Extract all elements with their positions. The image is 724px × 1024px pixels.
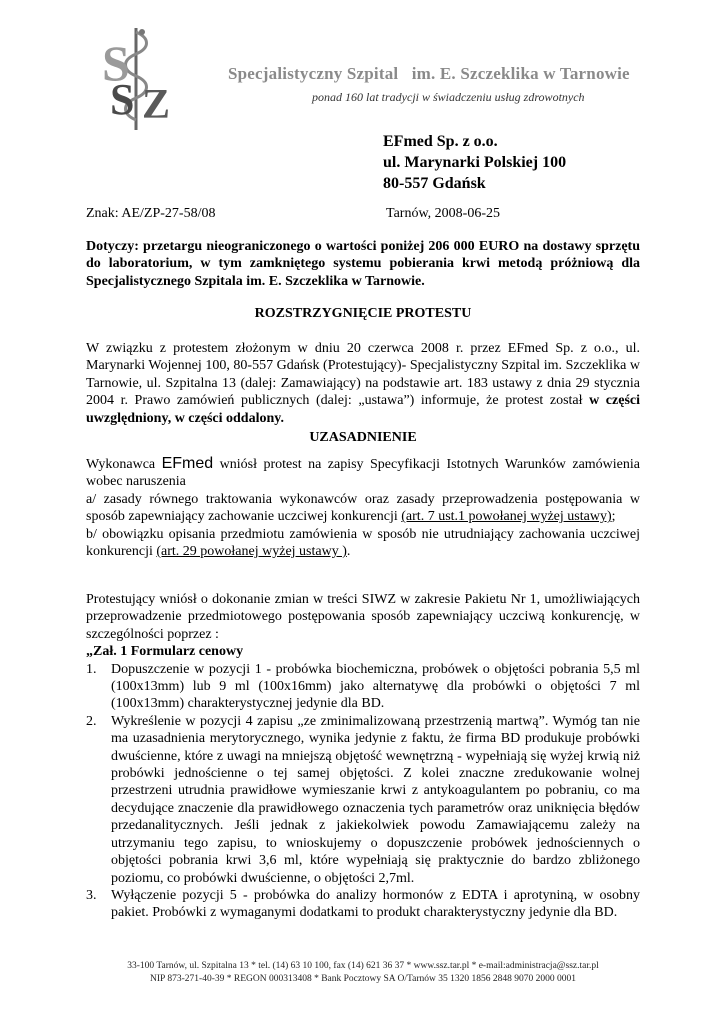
recipient-address [383, 131, 566, 194]
point-b [86, 526, 640, 561]
point-a-text: a/ zasady równego traktowania wykonawców oraz zasady przeprowadzenia postępowania w sposób zapewniający zachowanie uczciwej konkurencji [86, 491, 640, 525]
list-item [86, 713, 640, 887]
footer [86, 960, 640, 986]
hospital-name: Specjalistyczny Szpital im. E. Szczeklika w Tarnowie [228, 64, 630, 83]
title-decision: ROZSTRZYGNIĘCIE PROTESTU [254, 306, 472, 321]
recipient-city: 80-557 Gdańsk [383, 175, 486, 192]
justification-pre: Wykonawca [86, 457, 162, 472]
point-b-end: . [346, 544, 351, 560]
form-heading: „Zał. 1 Formularz cenowy [86, 644, 244, 660]
hospital-tagline: ponad 160 lat tradycji w świadczeniu usług zdrowotnych [312, 90, 585, 104]
justification-block [86, 455, 640, 560]
svg-text:S: S [110, 75, 135, 124]
intro-paragraph [86, 340, 640, 427]
recipient-street: ul. Marynarki Polskiej 100 [383, 154, 567, 171]
protest-paragraph [86, 591, 640, 922]
protest-text: Protestujący wniósł o dokonanie zmian w treści SIWZ w zakresie Pakietu Nr 1, umożliwiających przeprowadzenie przedmiotowego postępowania sposób zapewniający uczciwą konkurencję, w szczególności poprzez : [86, 592, 640, 642]
point-b-text: b/ obowiązku opisania przedmiotu zamówienia w sposób nie utrudniający zachowania uczciwej konkurencji [86, 526, 640, 560]
contractor-name: EFmed [161, 455, 214, 472]
list-item [86, 887, 640, 922]
justification-post: wniósł protest na zapisy Specyfikacji Istotnych Warunków zamówienia wobec naruszenia [86, 457, 640, 490]
list-item [86, 661, 640, 713]
recipient-company: EFmed Sp. z o.o. [383, 133, 498, 150]
caduceus-logo-icon [92, 22, 184, 134]
reference-number: Znak: AE/ZP-27-58/08 [86, 206, 216, 221]
request-list [86, 661, 640, 922]
footer-contact: 33-100 Tarnów, ul. Szpitalna 13 * tel. (14) 63 10 100, fax (14) 621 36 37 * www.ssz.tar.pl * e-mail:administracja@ssz.tar.pl [127, 961, 599, 971]
intro-text: W związku z protestem złożonym w dniu 20 czerwca 2008 r. przez EFmed Sp. z o.o., ul. Marynarki Wojennej 100, 80-557 Gdańsk (Protestujący)- Specjalistyczny Szpital im. Szczeklika w Tarnowie, ul. Szpitalna 13 (dalej: Zamawiający) na podstawie art. 183 ustawy z dnia 29 stycznia 2004 r. Prawo zamówień publicznych (dalej: „ustawa”) informuje, że protest został [86, 341, 640, 409]
item-text: Dopuszczenie w pozycji 1 - probówka biochemiczna, probówek o objętości pobrania 5,5 ml (100x13mm) lub 9 ml (100x16mm) jako alternatywę dla probówki o objętości 7 ml (100x13mm) charakterystycznej jedynie dla BD. [111, 661, 640, 712]
item-number: 2. [86, 713, 97, 729]
intro-decision: w części uwzględniony, w części oddalony. [86, 393, 640, 426]
point-a [86, 491, 640, 526]
item-number: 3. [86, 887, 97, 903]
item-number: 1. [86, 661, 97, 677]
title-justification: UZASADNIENIE [309, 430, 417, 445]
point-b-ref: (art. 29 powołanej wyżej ustawy ) [156, 544, 347, 560]
point-a-end: ; [611, 509, 616, 525]
hospital-logo [92, 22, 184, 134]
item-text: Wykreślenie w pozycji 4 zapisu „ze zminimalizowaną przestrzenią martwą”. Wymóg tan nie ma uzasadnienia merytorycznego, wynika jedynie z faktu, że firma BD produkuje probówki dwuścienne, które z uwagi na mniejszą objętość wewnętrzną - wypełniają się wyżej krwią niż probówki jednościenne o tej samej objętości. Z kolei znaczne zredukowanie wolnej przestrzeni utrudnia prawidłowe wymieszanie krwi z antykoagulantem po pobraniu, co ma decydujące znaczenie dla prawidłowego oznaczenia tych parametrów oraz uniknięcia błędów przedanalitycznych. Jeśli jednak z jakiekolwiek powodu Zamawiającemu zależy na utrzymaniu tego zapisu, to wnioskujemy o dopuszczenie probówek jednościennych o objętości pobrania krwi 3,6 ml, które wypełniają się praktycznie do bardzo zbliżonego poziomu, co probówki dwuścienne, o objętości 2,7ml. [111, 713, 640, 886]
justification-intro [86, 455, 640, 491]
svg-text:S: S [102, 35, 130, 91]
footer-registration: NIP 873-271-40-39 * REGON 000313408 * Bank Pocztowy SA O/Tarnów 35 1320 1856 2848 9070 2000 0001 [150, 974, 576, 984]
subject-paragraph: Dotyczy: przetargu nieograniczonego o wartości poniżej 206 000 EURO na dostawy sprzętu do laboratorium, w tym zamkniętego systemu pobierania krwi metodą próżniową dla Specjalistycznego Szpitala im. E. Szczeklika w Tarnowie. [86, 239, 640, 289]
place-date: Tarnów, 2008-06-25 [386, 206, 500, 221]
item-text: Wyłączenie pozycji 5 - probówka do analizy hormonów z EDTA i aprotyniną, w osobny pakiet. Probówki z wymaganymi dodatkami to produkt charakterystyczny jedynie dla BD. [111, 887, 640, 921]
svg-text:Z: Z [142, 82, 171, 128]
point-a-ref: (art. 7 ust.1 powołanej wyżej ustawy) [401, 509, 612, 525]
